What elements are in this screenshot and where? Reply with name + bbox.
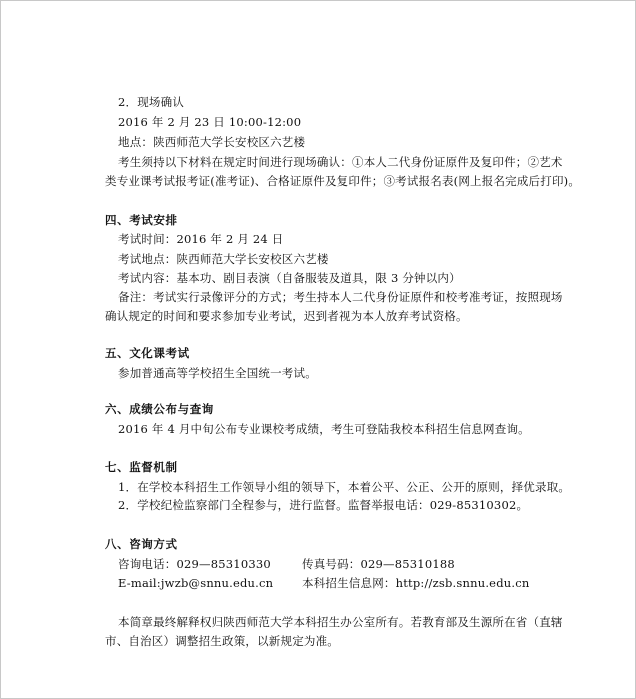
exam-note-line1: 备注：考试实行录像评分的方式；考生持本人二代身份证原件和校考准考证，按照现场 xyxy=(118,290,563,304)
closing-line1: 本简章最终解释权归陕西师范大学本科招生办公室所有。若教育部及生源所在省（直辖 xyxy=(118,615,563,629)
contact-fax: 传真号码：029—85310188 xyxy=(302,557,455,571)
supervision-item-2: 2．学校纪检监察部门全程参与，进行监督。监督举报电话：029-85310302。 xyxy=(118,498,529,512)
section-4-heading: 四、考试安排 xyxy=(105,213,178,227)
exam-content: 考试内容：基本功、剧目表演（自备服装及道具，限 3 分钟以内） xyxy=(118,271,461,285)
contact-email[interactable]: E-mail:jwzb@snnu.edu.cn xyxy=(118,576,274,590)
section-2-title: 2．现场确认 xyxy=(118,95,185,109)
exam-time: 考试时间：2016 年 2 月 24 日 xyxy=(118,232,284,246)
confirm-date: 2016 年 2 月 23 日 10:00-12:00 xyxy=(118,115,302,129)
contact-website[interactable]: 本科招生信息网：http://zsb.snnu.edu.cn xyxy=(302,576,530,590)
confirm-location: 地点：陕西师范大学长安校区六艺楼 xyxy=(118,135,306,149)
section-5-heading: 五、文化课考试 xyxy=(105,346,190,360)
supervision-item-1: 1．在学校本科招生工作领导小组的领导下，本着公平、公正、公开的原则，择优录取。 xyxy=(118,480,571,494)
contact-phone: 咨询电话：029—85310330 xyxy=(118,557,271,571)
section-8-heading: 八、咨询方式 xyxy=(105,537,178,551)
results-text: 2016 年 4 月中旬公布专业课校考成绩，考生可登陆我校本科招生信息网查询。 xyxy=(118,422,530,436)
section-6-heading: 六、成绩公布与查询 xyxy=(105,402,214,416)
exam-place: 考试地点：陕西师范大学长安校区六艺楼 xyxy=(118,252,329,266)
closing-line2: 市、自治区）调整招生政策，以新规定为准。 xyxy=(105,634,339,648)
confirm-materials-line2: 类专业课考试报考证(准考证)、合格证原件及复印件；③考试报名表(网上报名完成后打印)。 xyxy=(105,174,581,188)
exam-note-line2: 确认规定的时间和要求参加专业考试，迟到者视为本人放弃考试资格。 xyxy=(105,309,468,323)
culture-exam-text: 参加普通高等学校招生全国统一考试。 xyxy=(118,366,317,380)
confirm-materials-line1: 考生须持以下材料在规定时间进行现场确认：①本人二代身份证原件及复印件；②艺术 xyxy=(118,155,563,169)
section-7-heading: 七、监督机制 xyxy=(105,460,178,474)
